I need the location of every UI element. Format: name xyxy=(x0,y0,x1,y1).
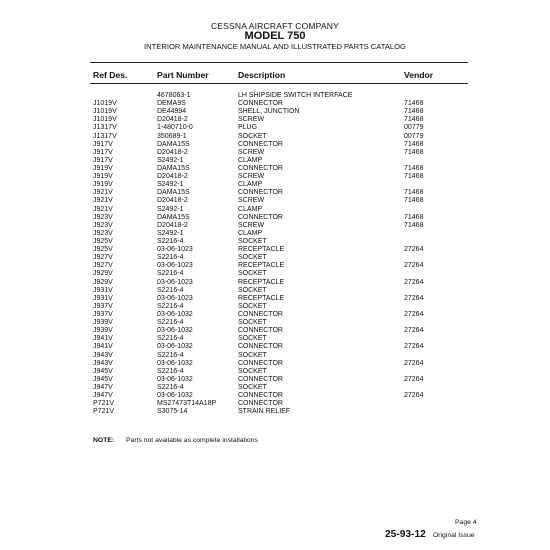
part-number-cell: D20418-2 xyxy=(157,173,188,181)
part-number-cell: 350689-1 xyxy=(157,132,187,140)
description-cell: SCREW xyxy=(238,173,265,181)
description-cell: CONNECTOR xyxy=(238,164,283,172)
part-number-cell: 03-06-1032 xyxy=(157,310,193,318)
part-number-cell: DAMA15S xyxy=(157,140,190,148)
ref-des-cell: J945V xyxy=(93,375,113,383)
table-row xyxy=(0,311,550,319)
part-number-cell: S2492-1 xyxy=(157,229,184,237)
table-row xyxy=(0,408,550,416)
description-cell: RECEPTACLE xyxy=(238,278,285,286)
table-row xyxy=(0,197,550,205)
description-cell: SCREW xyxy=(238,221,265,229)
vendor-cell: 27264 xyxy=(404,359,424,367)
document-number: 25-93-12 xyxy=(385,529,426,540)
table-row xyxy=(0,206,550,214)
ref-des-cell: J917V xyxy=(93,148,113,156)
table-row xyxy=(0,149,550,157)
column-header-divider xyxy=(90,83,468,84)
note xyxy=(93,437,258,444)
vendor-cell: 71468 xyxy=(404,164,424,172)
part-number-cell: 03-06-1023 xyxy=(157,294,193,302)
description-cell: SOCKET xyxy=(238,254,267,262)
description-cell: SOCKET xyxy=(238,319,267,327)
vendor-cell: 71468 xyxy=(404,148,424,156)
part-number-cell: MS27473T14A18P xyxy=(157,400,217,408)
ref-des-cell: J921V xyxy=(93,197,113,205)
vendor-cell: 27264 xyxy=(404,278,424,286)
description-cell: CONNECTOR xyxy=(238,392,283,400)
table-row xyxy=(0,230,550,238)
description-cell: CONNECTOR xyxy=(238,189,283,197)
ref-des-cell: J931V xyxy=(93,286,113,294)
ref-des-cell: J919V xyxy=(93,181,113,189)
ref-des-cell: J939V xyxy=(93,319,113,327)
part-number-cell: 03-06-1032 xyxy=(157,392,193,400)
vendor-cell: 71468 xyxy=(404,140,424,148)
company-name: CESSNA AIRCRAFT COMPANY xyxy=(210,21,340,31)
ref-des-cell: J945V xyxy=(93,367,113,375)
description-cell: SOCKET xyxy=(238,270,267,278)
table-row xyxy=(0,116,550,124)
vendor-cell: 71468 xyxy=(404,100,424,108)
ref-des-cell: J929V xyxy=(93,278,113,286)
table-row xyxy=(0,270,550,278)
manual-title: INTERIOR MAINTENANCE MANUAL AND ILLUSTRATED PARTS CATALOG xyxy=(144,42,406,51)
description-cell: CLAMP xyxy=(238,205,263,213)
vendor-cell: 27264 xyxy=(404,327,424,335)
table-row xyxy=(0,246,550,254)
ref-des-cell: J919V xyxy=(93,173,113,181)
table-row xyxy=(0,303,550,311)
table-row xyxy=(0,319,550,327)
ref-des-cell: J1019V xyxy=(93,116,117,124)
ref-des-cell: J947V xyxy=(93,392,113,400)
table-row xyxy=(0,165,550,173)
header-divider xyxy=(90,62,468,63)
ref-des-cell: J931V xyxy=(93,294,113,302)
ref-des-cell: J919V xyxy=(93,164,113,172)
part-number-cell: S2492-1 xyxy=(157,156,184,164)
table-row xyxy=(0,124,550,132)
part-number-cell: S2216-4 xyxy=(157,351,184,359)
part-number-cell: 4678063-1 xyxy=(157,92,191,99)
description-cell: STRAIN RELIEF xyxy=(238,408,291,416)
table-row xyxy=(0,254,550,262)
part-number-cell: S2492-1 xyxy=(157,205,184,213)
description-cell: CONNECTOR xyxy=(238,375,283,383)
ref-des-cell: J923V xyxy=(93,213,113,221)
table-row xyxy=(0,376,550,384)
table-row xyxy=(0,368,550,376)
table-row xyxy=(0,92,550,100)
vendor-cell: 71468 xyxy=(404,116,424,124)
part-number-cell: D20418-2 xyxy=(157,148,188,156)
table-row xyxy=(0,262,550,270)
table-row xyxy=(0,384,550,392)
vendor-cell: 27264 xyxy=(404,262,424,270)
part-number-cell: S2216-4 xyxy=(157,319,184,327)
issue-status: Original Issue xyxy=(433,532,475,539)
table-row xyxy=(0,238,550,246)
description-cell: SOCKET xyxy=(238,383,267,391)
description-cell: CONNECTOR xyxy=(238,343,283,351)
table-row xyxy=(0,360,550,368)
part-number-cell: S2216-4 xyxy=(157,286,184,294)
description-cell: CLAMP xyxy=(238,156,263,164)
description-cell: RECEPTACLE xyxy=(238,246,285,254)
part-number-cell: DE44994 xyxy=(157,108,187,116)
ref-des-cell: J939V xyxy=(93,327,113,335)
vendor-cell: 00779 xyxy=(404,132,424,140)
part-number-cell: D20418-2 xyxy=(157,221,188,229)
table-row xyxy=(0,222,550,230)
ref-des-cell: P721V xyxy=(93,408,115,416)
ref-des-cell: J1019V xyxy=(93,108,117,116)
parts-table xyxy=(0,92,550,416)
vendor-cell: 00779 xyxy=(404,124,424,132)
part-number-cell: 03-06-1032 xyxy=(157,343,193,351)
table-row xyxy=(0,327,550,335)
description-cell: LH SHIPSIDE SWITCH INTERFACE xyxy=(238,92,353,99)
description-cell: CONNECTOR xyxy=(238,100,283,108)
part-number-cell: DAMA15S xyxy=(157,213,190,221)
ref-des-cell: J941V xyxy=(93,335,113,343)
ref-des-cell: J937V xyxy=(93,310,113,318)
description-cell: RECEPTACLE xyxy=(238,262,285,270)
table-row xyxy=(0,335,550,343)
ref-des-cell: J937V xyxy=(93,302,113,310)
table-row xyxy=(0,173,550,181)
note-text: Parts not available as complete installations xyxy=(126,437,258,444)
vendor-cell: 71468 xyxy=(404,189,424,197)
description-cell: SOCKET xyxy=(238,237,267,245)
vendor-cell: 71468 xyxy=(404,108,424,116)
ref-des-cell: J1317V xyxy=(93,132,117,140)
ref-des-cell: J941V xyxy=(93,343,113,351)
vendor-cell: 27264 xyxy=(404,294,424,302)
part-number-cell: D20418-2 xyxy=(157,197,188,205)
ref-des-cell: J921V xyxy=(93,205,113,213)
ref-des-cell: J927V xyxy=(93,254,113,262)
part-number-cell: S2216-4 xyxy=(157,254,184,262)
ref-des-cell: J943V xyxy=(93,359,113,367)
ref-des-cell: J917V xyxy=(93,140,113,148)
table-row xyxy=(0,352,550,360)
description-cell: SCREW xyxy=(238,197,265,205)
column-header-part-number: Part Number xyxy=(157,70,209,80)
ref-des-cell: J921V xyxy=(93,189,113,197)
part-number-cell: S2216-4 xyxy=(157,335,184,343)
vendor-cell: 71468 xyxy=(404,221,424,229)
description-cell: SOCKET xyxy=(238,335,267,343)
description-cell: CONNECTOR xyxy=(238,327,283,335)
part-number-cell: 03-06-1032 xyxy=(157,327,193,335)
ref-des-cell: J923V xyxy=(93,229,113,237)
vendor-cell: 27264 xyxy=(404,375,424,383)
ref-des-cell: J923V xyxy=(93,221,113,229)
description-cell: SOCKET xyxy=(238,367,267,375)
description-cell: CONNECTOR xyxy=(238,213,283,221)
table-row xyxy=(0,133,550,141)
table-row xyxy=(0,343,550,351)
description-cell: CONNECTOR xyxy=(238,359,283,367)
table-row xyxy=(0,189,550,197)
page-number: Page 4 xyxy=(455,519,477,526)
part-number-cell: S3075-14 xyxy=(157,408,188,416)
ref-des-cell: P721V xyxy=(93,400,115,408)
table-row xyxy=(0,392,550,400)
vendor-cell: 27264 xyxy=(404,343,424,351)
part-number-cell: 03-06-1023 xyxy=(157,262,193,270)
description-cell: RECEPTACLE xyxy=(238,294,285,302)
part-number-cell: S2216-4 xyxy=(157,237,184,245)
description-cell: SCREW xyxy=(238,148,265,156)
description-cell: SOCKET xyxy=(238,132,267,140)
part-number-cell: DAMA15S xyxy=(157,164,190,172)
table-row xyxy=(0,181,550,189)
ref-des-cell: J917V xyxy=(93,156,113,164)
part-number-cell: D20418-2 xyxy=(157,116,188,124)
part-number-cell: S2216-4 xyxy=(157,302,184,310)
vendor-cell: 27264 xyxy=(404,310,424,318)
table-row xyxy=(0,295,550,303)
part-number-cell: S2216-4 xyxy=(157,383,184,391)
part-number-cell: S2492-1 xyxy=(157,181,184,189)
vendor-cell: 27264 xyxy=(404,392,424,400)
model-title: MODEL 750 xyxy=(244,30,306,42)
part-number-cell: 03-06-1032 xyxy=(157,359,193,367)
description-cell: CLAMP xyxy=(238,181,263,189)
note-label: NOTE: xyxy=(93,437,115,444)
ref-des-cell: J1019V xyxy=(93,100,117,108)
part-number-cell: 03-06-1023 xyxy=(157,278,193,286)
description-cell: SOCKET xyxy=(238,302,267,310)
description-cell: CLAMP xyxy=(238,229,263,237)
table-row xyxy=(0,157,550,165)
description-cell: SOCKET xyxy=(238,286,267,294)
table-row xyxy=(0,400,550,408)
description-cell: SOCKET xyxy=(238,351,267,359)
column-header-ref-des: Ref Des. xyxy=(93,70,128,80)
part-number-cell: DEMA9S xyxy=(157,100,186,108)
part-number-cell: 1-480710-0 xyxy=(157,124,193,132)
vendor-cell: 71468 xyxy=(404,197,424,205)
ref-des-cell: J925V xyxy=(93,237,113,245)
table-row xyxy=(0,108,550,116)
column-header-description: Description xyxy=(238,70,286,80)
table-row xyxy=(0,100,550,108)
part-number-cell: 03-06-1032 xyxy=(157,375,193,383)
description-cell: CONNECTOR xyxy=(238,310,283,318)
table-row xyxy=(0,287,550,295)
part-number-cell: S2216-4 xyxy=(157,270,184,278)
ref-des-cell: J943V xyxy=(93,351,113,359)
ref-des-cell: J947V xyxy=(93,383,113,391)
description-cell: CONNECTOR xyxy=(238,400,283,408)
description-cell: CONNECTOR xyxy=(238,140,283,148)
ref-des-cell: J927V xyxy=(93,262,113,270)
table-row xyxy=(0,214,550,222)
part-number-cell: DAMA15S xyxy=(157,189,190,197)
description-cell: SHELL, JUNCTION xyxy=(238,108,300,116)
part-number-cell: S2216-4 xyxy=(157,367,184,375)
description-cell: PLUG xyxy=(238,124,258,132)
part-number-cell: 03-06-1023 xyxy=(157,246,193,254)
table-row xyxy=(0,279,550,287)
ref-des-cell: J929V xyxy=(93,270,113,278)
vendor-cell: 71468 xyxy=(404,213,424,221)
ref-des-cell: J1317V xyxy=(93,124,117,132)
vendor-cell: 71468 xyxy=(404,173,424,181)
ref-des-cell: J925V xyxy=(93,246,113,254)
vendor-cell: 27264 xyxy=(404,246,424,254)
column-header-vendor: Vendor xyxy=(404,70,434,80)
description-cell: SCREW xyxy=(238,116,265,124)
table-row xyxy=(0,141,550,149)
